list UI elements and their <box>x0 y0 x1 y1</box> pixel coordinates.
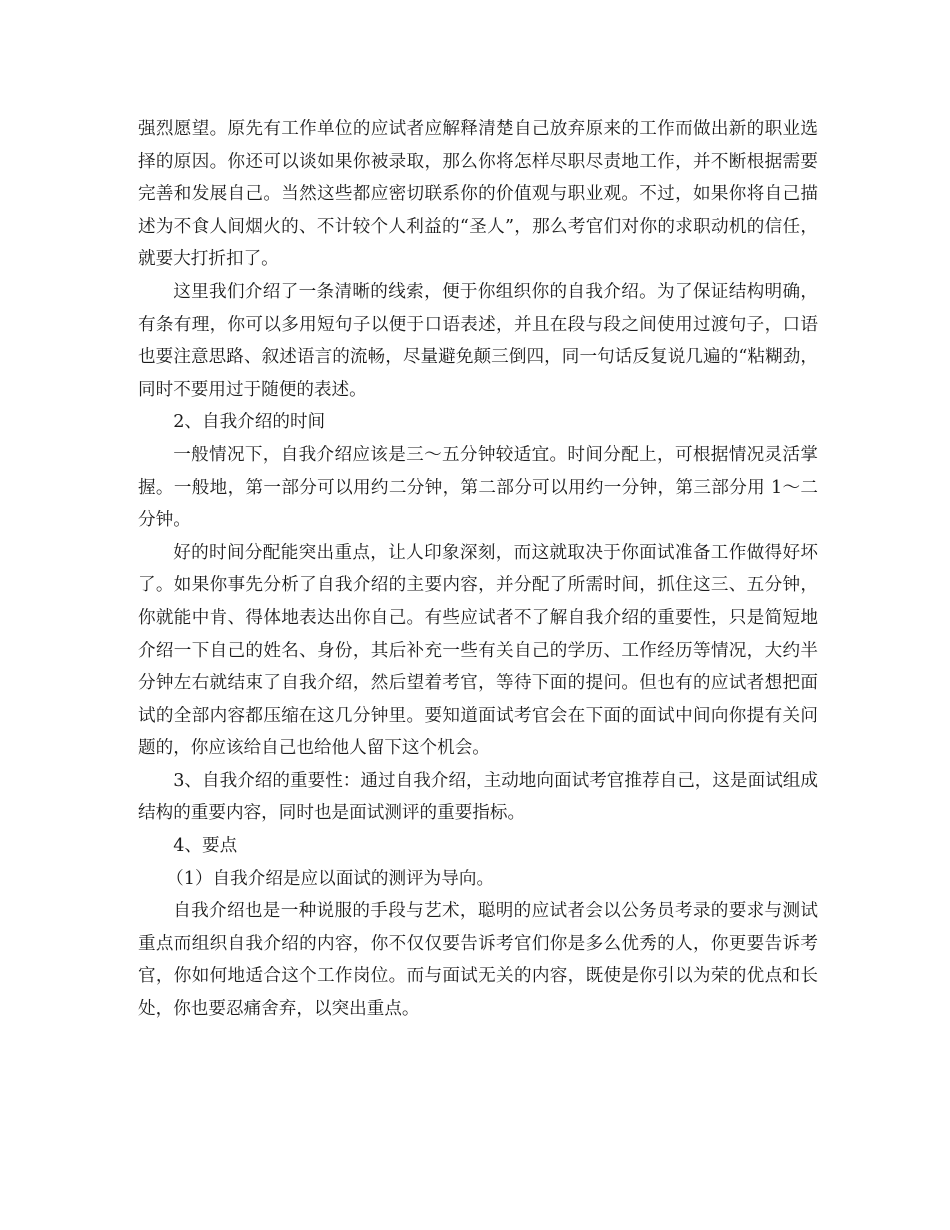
paragraph-structure-tips: 这里我们介绍了一条清晰的线索，便于你组织你的自我介绍。为了保证结构明确，有条有理，你可以多用短句子以便于口语表述，并且在段与段之间使用过渡句子，口语也要注意思路、叙述语言的流畅，尽量避免颠三倒四，同一句话反复说几遍的“粘糊劲，同时不要用过于随便的表述。 <box>138 281 818 400</box>
paragraph-time-allocation: 一般情况下，自我介绍应该是三～五分钟较适宜。时间分配上，可根据情况灵活掌握。一般地，第一部分可以用约二分钟，第二部分可以用约一分钟，第三部分用 1～二分钟。 <box>138 444 818 531</box>
paragraph-importance: 3、自我介绍的重要性：通过自我介绍，主动地向面试考官推荐自己，这是面试组成结构的重要内容，同时也是面试测评的重要指标。 <box>138 770 818 824</box>
section-heading-time: 2、自我介绍的时间 <box>173 412 326 433</box>
subsection-heading-orientation: （1）自我介绍是应以面试的测评为导向。 <box>166 868 495 889</box>
paragraph-continued-motivation: 强烈愿望。原先有工作单位的应试者应解释清楚自己放弃原来的工作而做出新的职业选择的原因。你还可以谈如果你被录取，那么你将怎样尽职尽责地工作，并不断根据需要完善和发展自己。当然这些都应密切联系你的价值观与职业观。不过，如果你将自己描述为不食人间烟火的、不计较个人利益的“圣人”，那么考官们对你的求职动机的信任，就要大打折扣了。 <box>138 119 818 270</box>
document-body <box>138 113 818 1026</box>
section-heading-key-points: 4、要点 <box>173 836 238 857</box>
paragraph-persuasion: 自我介绍也是一种说服的手段与艺术，聪明的应试者会以公务员考录的要求与测试重点而组织自我介绍的内容，你不仅仅要告诉考官们你是多么优秀的人，你更要告诉考官，你如何地适合这个工作岗位。而与面试无关的内容，既使是你引以为荣的优点和长处，你也要忍痛舍弃，以突出重点。 <box>138 901 818 1020</box>
paragraph-time-emphasis: 好的时间分配能突出重点，让人印象深刻，而这就取决于你面试准备工作做得好坏了。如果你事先分析了自我介绍的主要内容，并分配了所需时间，抓住这三、五分钟，你就能中肯、得体地表达出你自己。有些应试者不了解自我介绍的重要性，只是简短地介绍一下自己的姓名、身份，其后补充一些有关自己的学历、工作经历等情况，大约半分钟左右就结束了自我介绍，然后望着考官，等待下面的提问。但也有的应试者想把面试的全部内容都压缩在这几分钟里。要知道面试考官会在下面的面试中间向你提有关问题的，你应该给自己也给他人留下这个机会。 <box>138 542 818 759</box>
